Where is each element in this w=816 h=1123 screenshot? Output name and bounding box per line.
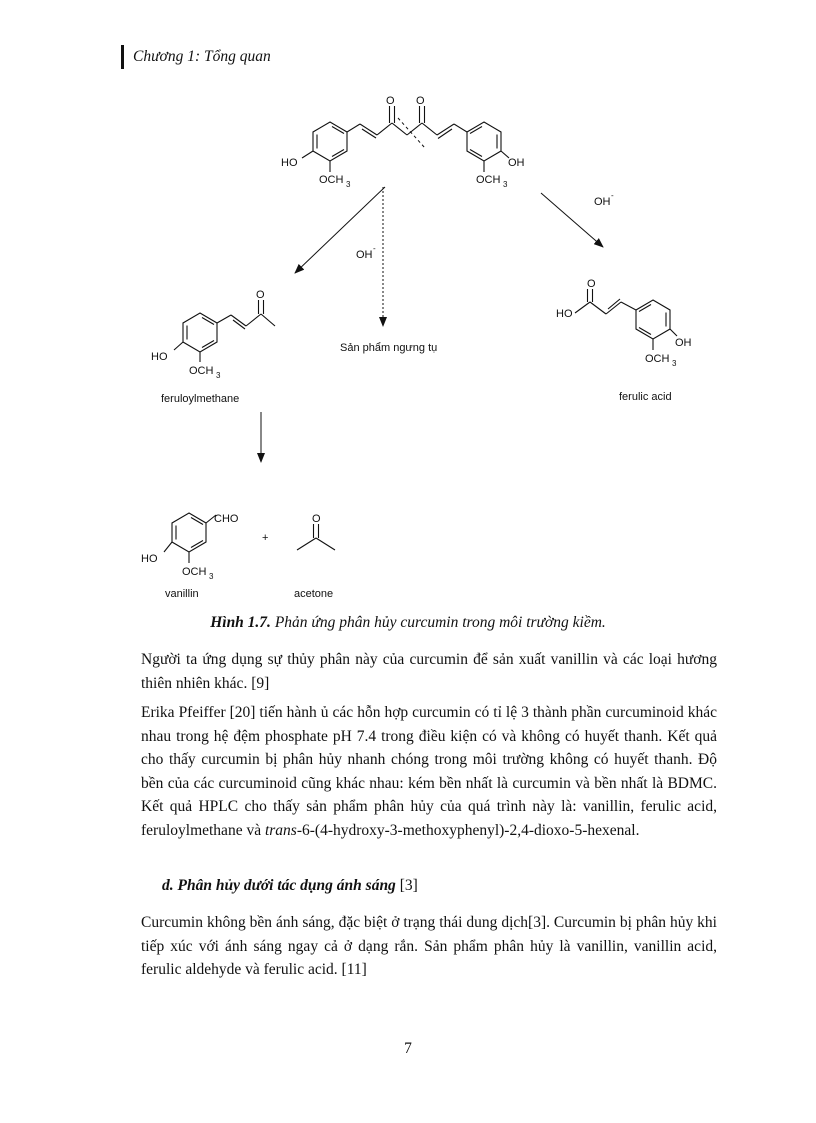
svg-text:O: O bbox=[312, 513, 321, 525]
paragraph-hydrolysis-application: Người ta ứng dụng sự thủy phân này của curcumin để sản xuất vanillin và các loại hương thiên nhiên khác. [9] bbox=[141, 651, 717, 692]
plus-sign: + bbox=[262, 532, 269, 544]
svg-text:O: O bbox=[386, 95, 395, 107]
svg-text:CHO: CHO bbox=[214, 513, 239, 525]
paragraph-light-degradation: Curcumin không bền ánh sáng, đặc biệt ở trạng thái dung dịch[3]. Curcumin bị phân hủy khi tiếp xúc với ánh sáng ngay cả ở dạng rắn. Sản phẩm phân hủy là vanillin, vanillin acid, ferulic aldehyde và ferulic acid. [11] bbox=[141, 914, 717, 979]
oh-minus-right bbox=[594, 191, 614, 208]
svg-text:OCH: OCH bbox=[645, 353, 670, 365]
vanillin-label: vanillin bbox=[165, 588, 199, 600]
svg-text:HO: HO bbox=[281, 157, 298, 169]
svg-text:O: O bbox=[416, 95, 425, 107]
svg-text:OH: OH bbox=[675, 337, 692, 349]
paragraph-pfeiffer-end: -6-(4-hydroxy-3-methoxyphenyl)-2,4-dioxo-5-hexenal. bbox=[296, 821, 640, 839]
svg-text:OCH: OCH bbox=[319, 174, 344, 186]
oh-minus-left bbox=[356, 244, 376, 261]
acetone-label: acetone bbox=[294, 588, 334, 600]
svg-text:-: - bbox=[611, 191, 614, 200]
svg-text:HO: HO bbox=[141, 553, 158, 565]
svg-text:OCH: OCH bbox=[182, 566, 207, 578]
figure-caption bbox=[0, 614, 816, 632]
ferulic-acid-label: ferulic acid bbox=[619, 391, 672, 403]
paragraph-pfeiffer-study bbox=[141, 701, 717, 843]
acetone-structure bbox=[297, 513, 335, 550]
svg-text:HO: HO bbox=[151, 351, 168, 363]
svg-text:OH: OH bbox=[356, 249, 373, 261]
ferulic-acid-structure bbox=[556, 278, 692, 368]
paragraph-pfeiffer-text: Erika Pfeiffer [20] tiến hành ủ các hỗn hợp curcumin có tỉ lệ 3 thành phần curcuminoid khác nhau trong hệ đệm phosphate pH 7.4 trong điều kiện có và không có huyết thanh. Kết quả cho thấy curcumin bị phân hủy nhanh chóng trong môi trường không có huyết thanh. Độ bền của các curcuminoid cũng khác nhau: kém bền nhất là curcumin và bền nhất là BDMC. Kết quả HPLC cho thấy sản phẩm phân hủy của quá trình này là: vanillin, ferulic acid, feruloylmethane và bbox=[141, 704, 717, 839]
svg-text:OH: OH bbox=[594, 196, 611, 208]
feruloylmethane-label: feruloylmethane bbox=[161, 393, 240, 405]
section-heading-label: d. Phân hủy dưới tác dụng ánh sáng bbox=[162, 877, 396, 894]
section-heading-light-degradation bbox=[162, 877, 418, 895]
svg-text:OCH: OCH bbox=[476, 174, 501, 186]
feruloylmethane-structure bbox=[151, 289, 275, 380]
svg-text:3: 3 bbox=[216, 371, 221, 380]
chapter-title: Chương 1: Tổng quan bbox=[133, 48, 271, 65]
svg-text:HO: HO bbox=[556, 308, 573, 320]
section-heading-ref: [3] bbox=[395, 877, 418, 894]
svg-text:O: O bbox=[587, 278, 596, 290]
figure-caption-label: Hình 1.7. bbox=[210, 614, 271, 631]
svg-text:OH: OH bbox=[508, 157, 525, 169]
condensation-product-label: Sản phẩm ngưng tụ bbox=[340, 342, 438, 354]
page-number: 7 bbox=[404, 1040, 412, 1057]
svg-text:O: O bbox=[256, 289, 265, 301]
svg-text:OCH: OCH bbox=[189, 365, 214, 377]
curcumin-structure bbox=[281, 95, 525, 189]
svg-text:3: 3 bbox=[672, 359, 677, 368]
vanillin-structure bbox=[141, 513, 239, 581]
svg-text:3: 3 bbox=[503, 180, 508, 189]
figure-caption-text: Phản ứng phân hủy curcumin trong môi trường kiềm. bbox=[270, 614, 606, 631]
svg-text:3: 3 bbox=[346, 180, 351, 189]
svg-text:3: 3 bbox=[209, 572, 214, 581]
svg-text:-: - bbox=[373, 244, 376, 253]
trans-italic: trans bbox=[264, 821, 297, 839]
